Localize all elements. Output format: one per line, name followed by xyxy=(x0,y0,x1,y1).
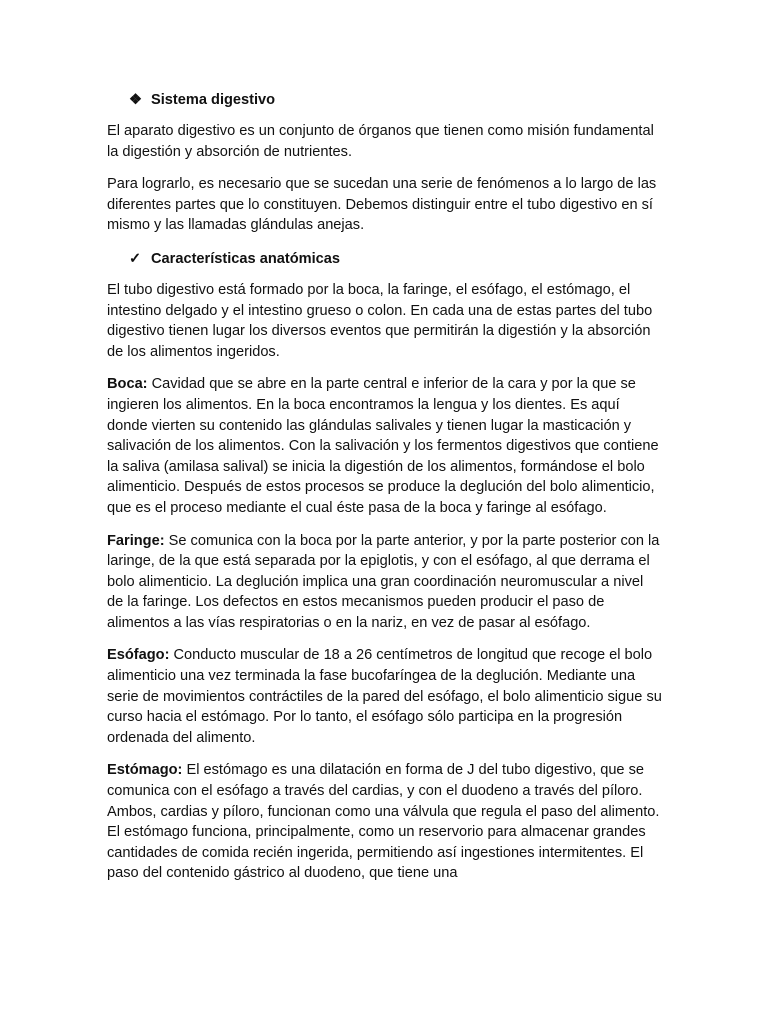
section-text: Conducto muscular de 18 a 26 centímetros de longitud que recoge el bolo alimenticio una vez terminada la fase bucofaríngea de la deglución. Mediante una serie de movimientos contráctiles de la pared del esófago, el bolo alimenticio sigue su curso hacia el estómago. Por lo tanto, el esófago sólo participa en la progresión ordenada del alimento. xyxy=(107,647,662,746)
section-term: Estómago: xyxy=(107,762,183,779)
intro-paragraph: Para lograrlo, es necesario que se sucedan una serie de fenómenos a lo largo de las diferentes partes que lo constituyen. Debemos distinguir entre el tubo digestivo en sí mismo y las llamadas glándulas anejas. xyxy=(107,176,657,234)
section-heading-caracteristicas xyxy=(129,248,663,270)
section-text: Cavidad que se abre en la parte central e inferior de la cara y por la que se ingieren los alimentos. En la boca encontramos la lengua y los dientes. Es aquí donde vierten su contenido las glándulas salivales y tienen lugar la masticación y salivación de los alimentos. Con la salivación y los fermentos digestivos que contiene la saliva (amilasa salival) se inicia la digestión de los alimentos, formándose el bolo alimenticio. Después de estos procesos se produce la deglución del bolo alimenticio, que es el proceso mediante el cual éste pasa de la boca y faringe al esófago. xyxy=(107,376,659,516)
section-paragraph-estomago xyxy=(107,760,663,884)
section-text: Se comunica con la boca por la parte anterior, y por la parte posterior con la laringe, de la que está separada por la epiglotis, y con el esófago, al que derrama el bolo alimenticio. La deglución implica una gran coordinación neuromuscular a nivel de la faringe. Los defectos en estos mecanismos pueden producir el paso de alimentos a las vías respiratorias o en la nariz, en vez de pasar al esófago. xyxy=(107,532,660,631)
document-page xyxy=(107,89,663,896)
overview-paragraph: El tubo digestivo está formado por la boca, la faringe, el esófago, el estómago, el intestino delgado y el intestino grueso o colon. En cada una de estas partes del tubo digestivo tienen lugar los diversos eventos que permitirán la digestión y la absorción de los alimentos ingeridos. xyxy=(107,281,653,360)
diamond-bullet-icon: ❖ xyxy=(129,92,143,108)
section-term: Boca: xyxy=(107,376,148,393)
section-term: Faringe: xyxy=(107,532,165,549)
section-paragraph-boca xyxy=(107,374,663,518)
section-paragraph-esofago xyxy=(107,645,663,748)
section-term: Esófago: xyxy=(107,647,170,664)
heading-title: Características anatómicas xyxy=(151,250,341,267)
section-text: El estómago es una dilatación en forma de J del tubo digestivo, que se comunica con el esófago a través del cardias, y con el duodeno a través del píloro. Ambos, cardias y píloro, funcionan como una válvula que regula el paso del alimento. El estómago funciona, principalmente, como un reservorio para almacenar grandes cantidades de comida recién ingerida, permitiendo así ingestiones intermitentes. El paso del contenido gástrico al duodeno, que tiene una xyxy=(107,762,660,882)
intro-paragraph: El aparato digestivo es un conjunto de órganos que tienen como misión fundamental la digestión y absorción de nutrientes. xyxy=(107,123,654,160)
section-paragraph-faringe xyxy=(107,531,663,634)
section-heading-sistema-digestivo xyxy=(129,89,663,111)
checkmark-bullet-icon: ✓ xyxy=(129,250,142,267)
heading-title: Sistema digestivo xyxy=(151,92,276,108)
